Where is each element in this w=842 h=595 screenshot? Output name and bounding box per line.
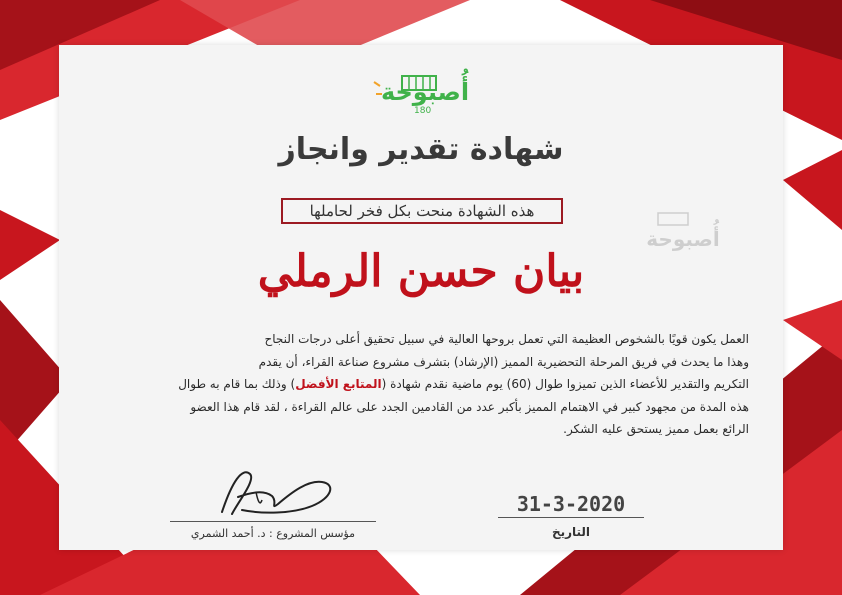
intro-frame [281, 198, 563, 224]
date-line [498, 517, 644, 518]
body-line-3 [99, 373, 749, 396]
logo-text: أُصبوحة [380, 78, 470, 106]
certificate-card [59, 45, 783, 550]
body-line-3-after: ) وذلك بما قام به طوال [178, 377, 296, 391]
body-line-3-before: التكريم والتقدير للأعضاء الذين تميزوا طوال (60) يوم ماضية نقدم شهادة ( [381, 377, 749, 391]
body-line-1: العمل يكون قويًا بالشخوص العظيمة التي تعمل بروحها العالية في سبيل تحقيق أعلى درجات النجاح [264, 332, 749, 346]
award-title: المتابع الأفضل [295, 377, 382, 391]
body-line-5: الرائع بعمل مميز يستحق عليه الشكر. [563, 422, 749, 436]
watermark-text: أُصبوحة [646, 227, 720, 251]
signature-line [170, 521, 376, 522]
logo-subtext: 180 [414, 106, 432, 116]
intro-text: هذه الشهادة منحت بكل فخر لحاملها [309, 202, 535, 220]
date-caption: التاريخ [551, 525, 591, 539]
certificate-body [99, 328, 749, 441]
recipient-name: بيان حسن الرملي [257, 246, 585, 297]
project-logo [364, 70, 486, 120]
body-line-2: وهذا ما يحدث في فريق المرحلة التحضيرية المميز (الإرشاد) بتشرف مشروع صناعة القراء، أن يقدم [258, 354, 749, 369]
signature-caption: مؤسس المشروع : د. أحمد الشمري [190, 527, 356, 540]
certificate-date: 31-3-2020 [516, 492, 626, 516]
certificate-title: شهادة تقدير وانجاز [278, 132, 564, 167]
founder-signature [212, 462, 352, 522]
body-line-4: هذه المدة من مجهود كبير في الاهتمام المميز بأكبر عدد من القادمين الجدد على عالم القراءة ، لقد قام هذا العضو [190, 399, 749, 414]
